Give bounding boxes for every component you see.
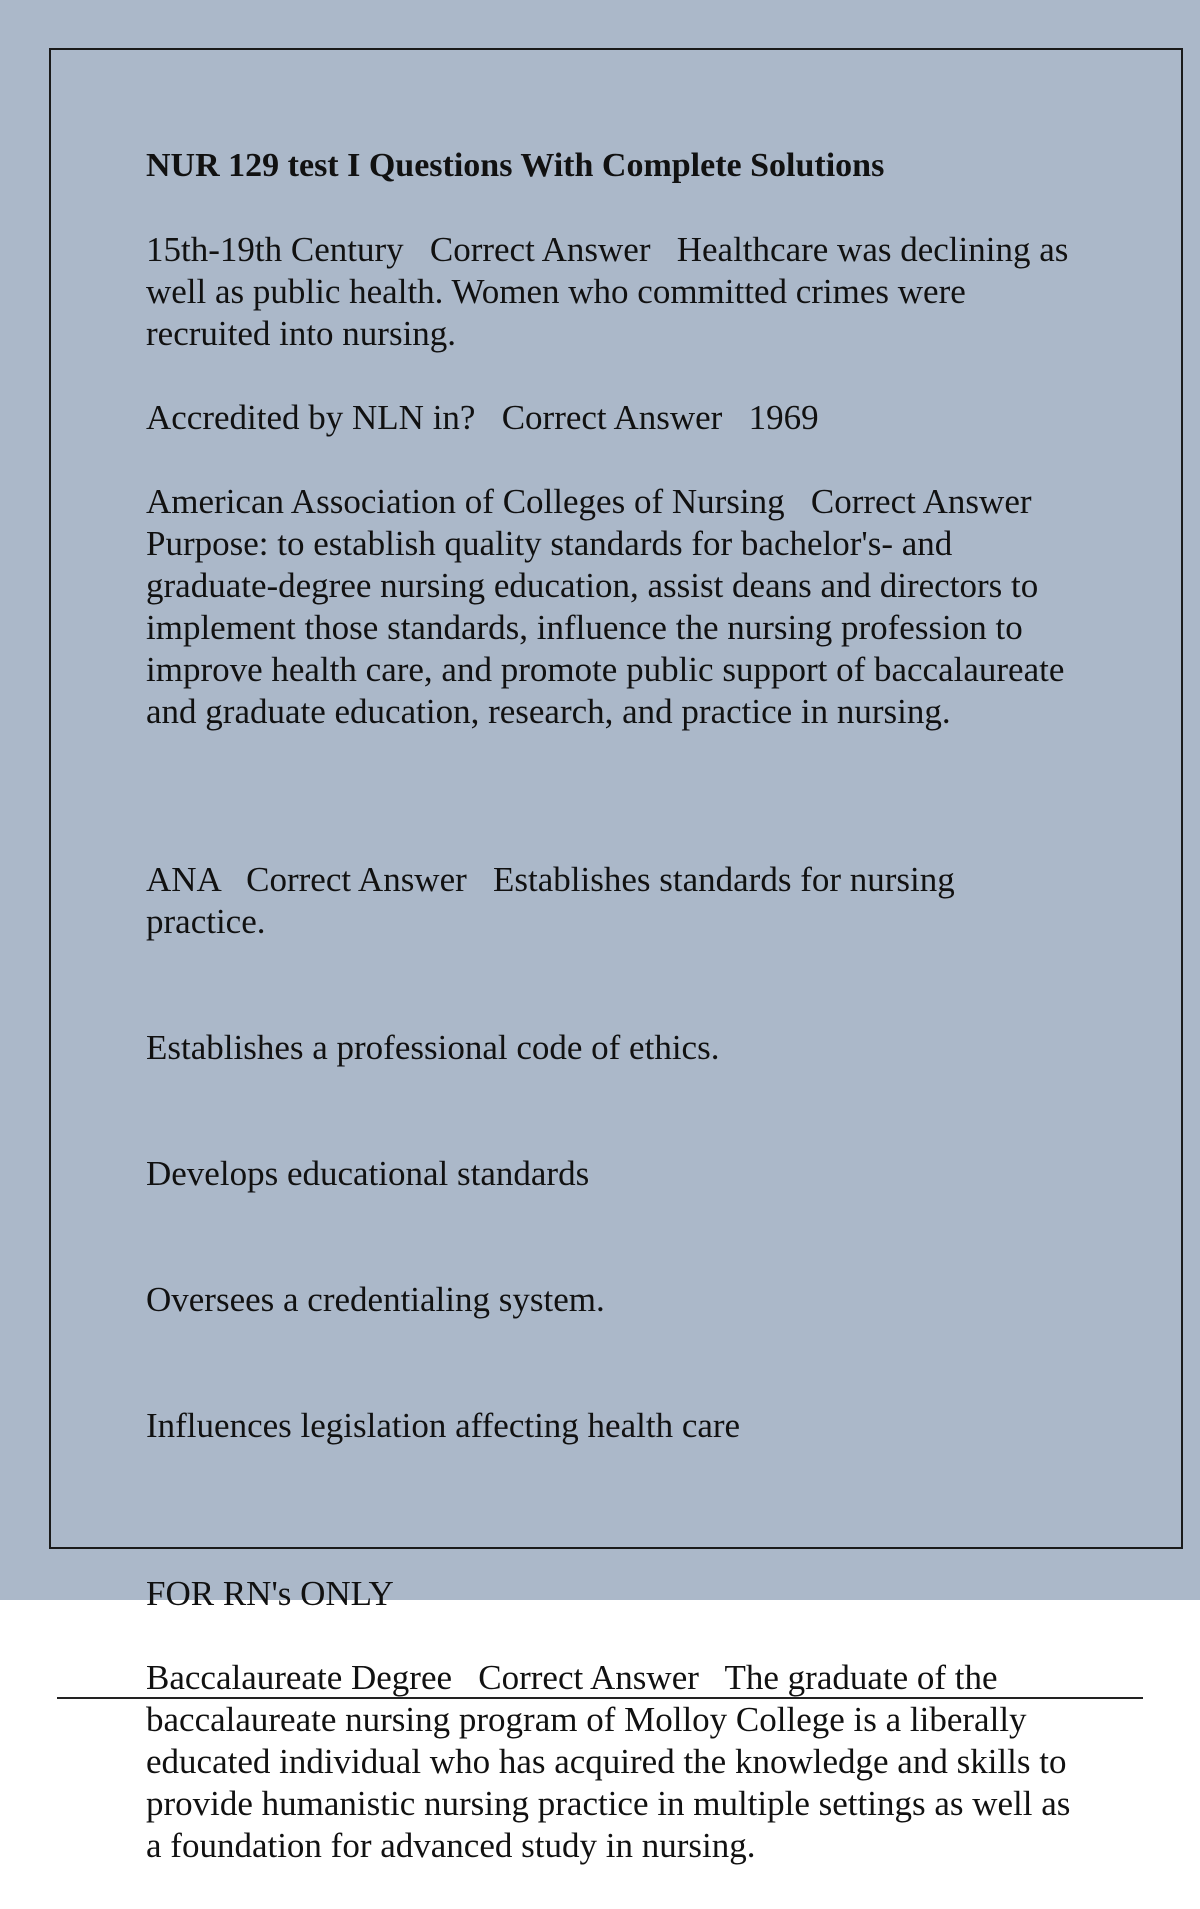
qa-entry-aacn: American Association of Colleges of Nursing Correct Answer Purpose: to establish quality standards for bachelor's- and graduate-degree nursing education, assist deans and directors to implement those standards, influence the nursing profession to improve health care, and promote public support of baccalaureate and graduate education, research, and practice in nursing. [146,482,1074,731]
ana-line: Oversees a credentialing system. [146,1280,605,1319]
qa-entry-nln-accreditation: Accredited by NLN in? Correct Answer 1969 [146,398,819,437]
document-title: NUR 129 test I Questions With Complete Solutions [146,147,885,184]
footer-divider [57,1697,1143,1699]
ana-line: Develops educational standards [146,1154,590,1193]
document-body [146,145,1080,1909]
qa-entry-baccalaureate-degree: Baccalaureate Degree Correct Answer The graduate of the baccalaureate nursing program of Molloy College is a liberally educated individual who has acquired the knowledge and skills to provide humanistic nursing practice in multiple settings as well as a foundation for advanced study in nursing. [146,1658,1080,1865]
ana-line: Influences legislation affecting health care [146,1406,741,1445]
ana-line: Establishes a professional code of ethics. [146,1028,720,1067]
section-note-rn-only: FOR RN's ONLY [146,1574,394,1613]
ana-line: ANA Correct Answer Establishes standards for nursing practice. [146,860,964,941]
qa-entry-15th-19th-century: 15th-19th Century Correct Answer Healthcare was declining as well as public health. Women who committed crimes were recruited into nursing. [146,230,1078,353]
qa-entry-ana [146,775,1076,1531]
